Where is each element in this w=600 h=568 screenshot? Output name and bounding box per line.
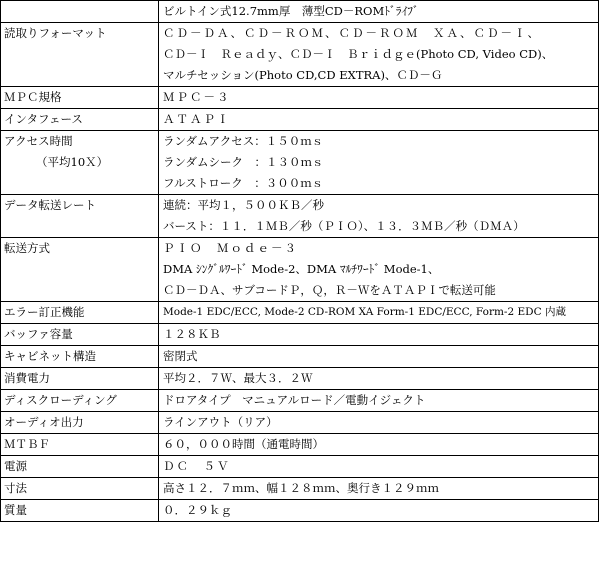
spec-value-line: 密閉式 xyxy=(163,349,198,363)
spec-label: 転送方式 xyxy=(1,238,159,302)
spec-label: インタフェース xyxy=(1,109,159,131)
spec-value xyxy=(159,23,599,87)
spec-value xyxy=(159,131,599,195)
table-row xyxy=(1,368,599,390)
spec-value xyxy=(159,87,599,109)
table-row xyxy=(1,346,599,368)
spec-value-line: DMA ｼﾝｸﾞﾙﾜｰﾄﾞ Mode-2、DMA ﾏﾙﾁﾜｰﾄﾞ Mode-1、 xyxy=(163,262,440,276)
spec-value-line: ＰＩＯ Ｍｏｄｅ－３ xyxy=(163,241,298,255)
table-row xyxy=(1,87,599,109)
spec-value xyxy=(159,456,599,478)
table-row xyxy=(1,324,599,346)
spec-value-line: ラインアウト（リア） xyxy=(163,415,278,429)
table-row xyxy=(1,131,599,195)
spec-label xyxy=(1,1,159,23)
spec-label: ＭＰＣ規格 xyxy=(1,87,159,109)
spec-label: 消費電力 xyxy=(1,368,159,390)
spec-value-line: ＣＤ－ＤＡ、ＣＤ－ＲＯＭ、ＣＤ－ＲＯＭ ＸＡ、ＣＤ－Ｉ、 xyxy=(163,26,541,40)
table-row xyxy=(1,195,599,238)
table-row xyxy=(1,238,599,302)
spec-value xyxy=(159,390,599,412)
spec-value xyxy=(159,478,599,500)
spec-label: データ転送レート xyxy=(1,195,159,238)
spec-value xyxy=(159,412,599,434)
spec-value xyxy=(159,434,599,456)
spec-value-line: ＣＤ－ＤＡ、サブコードＰ，Ｑ，Ｒ－ＷをＡＴＡＰＩで転送可能 xyxy=(163,283,496,297)
spec-label: 読取りフォーマット xyxy=(1,23,159,87)
spec-label: 寸法 xyxy=(1,478,159,500)
spec-value xyxy=(159,195,599,238)
spec-value-line: 平均２．７Ｗ、最大３．２Ｗ xyxy=(163,371,313,385)
table-row xyxy=(1,1,599,23)
spec-value-line: １２８ＫＢ xyxy=(163,327,221,341)
table-row xyxy=(1,500,599,522)
spec-value xyxy=(159,238,599,302)
table-row xyxy=(1,390,599,412)
spec-label: 質量 xyxy=(1,500,159,522)
spec-value xyxy=(159,324,599,346)
spec-label: バッファ容量 xyxy=(1,324,159,346)
spec-value xyxy=(159,368,599,390)
table-row xyxy=(1,478,599,500)
spec-value-line: ０．２９ｋｇ xyxy=(163,503,232,517)
spec-value-line: 連続：平均１，５００ＫＢ／秒 xyxy=(163,198,324,212)
spec-label: ディスクローディング xyxy=(1,390,159,412)
spec-value-line: バースト：１１．１ＭＢ／秒（ＰＩＯ）、１３．３ＭＢ／秒（ＤＭＡ） xyxy=(163,219,525,233)
spec-value xyxy=(159,1,599,23)
spec-value-line: ドロアタイプ マニュアルロード／電動イジェクト xyxy=(163,393,426,407)
spec-label: キャビネット構造 xyxy=(1,346,159,368)
spec-label: 電源 xyxy=(1,456,159,478)
spec-value-line: ビルトイン式12.7mm厚 薄型CD－ROMﾄﾞﾗｲﾌﾞ xyxy=(163,4,419,18)
table-row xyxy=(1,109,599,131)
spec-value xyxy=(159,302,599,324)
spec-label: エラー訂正機能 xyxy=(1,302,159,324)
table-row xyxy=(1,23,599,87)
spec-label-line: アクセス時間 xyxy=(4,134,73,148)
spec-label xyxy=(1,131,159,195)
table-row xyxy=(1,302,599,324)
spec-label: ＭＴＢＦ xyxy=(1,434,159,456)
spec-value-line: ランダムシーク ：１３０ｍｓ xyxy=(163,155,324,169)
spec-value-line: Mode-1 EDC/ECC, Mode-2 CD-ROM XA Form-1 EDC/ECC, Form-2 EDC 内蔵 xyxy=(163,306,566,318)
spec-value-line: ランダムアクセス：１５０ｍｓ xyxy=(163,134,324,148)
spec-value xyxy=(159,109,599,131)
spec-value-line: ＤＣ ５Ｖ xyxy=(163,459,231,473)
spec-value-line: マルチセッション(Photo CD,CD EXTRA)、ＣＤ－Ｇ xyxy=(163,68,443,82)
spec-value-line: フルストローク ：３００ｍｓ xyxy=(163,176,324,190)
spec-value-line: ＭＰＣ－３ xyxy=(163,90,231,104)
spec-value-line: ６０，０００時間（通電時間） xyxy=(163,437,324,451)
spec-value-line: ＣＤ－Ｉ Ｒｅａｄｙ、ＣＤ－Ｉ Ｂｒｉｄｇｅ(Photo CD, Video CD)、 xyxy=(163,47,554,61)
spec-value-line: 高さ１２．７ｍｍ、幅１２８ｍｍ、奥行き１２９ｍｍ xyxy=(163,481,439,495)
table-row xyxy=(1,412,599,434)
table-row xyxy=(1,456,599,478)
spec-value xyxy=(159,346,599,368)
spec-label: オーディオ出力 xyxy=(1,412,159,434)
spec-label-line: （平均10Ｘ） xyxy=(36,155,109,169)
table-row xyxy=(1,434,599,456)
spec-value xyxy=(159,500,599,522)
spec-value-line: ＡＴＡＰＩ xyxy=(163,112,231,126)
